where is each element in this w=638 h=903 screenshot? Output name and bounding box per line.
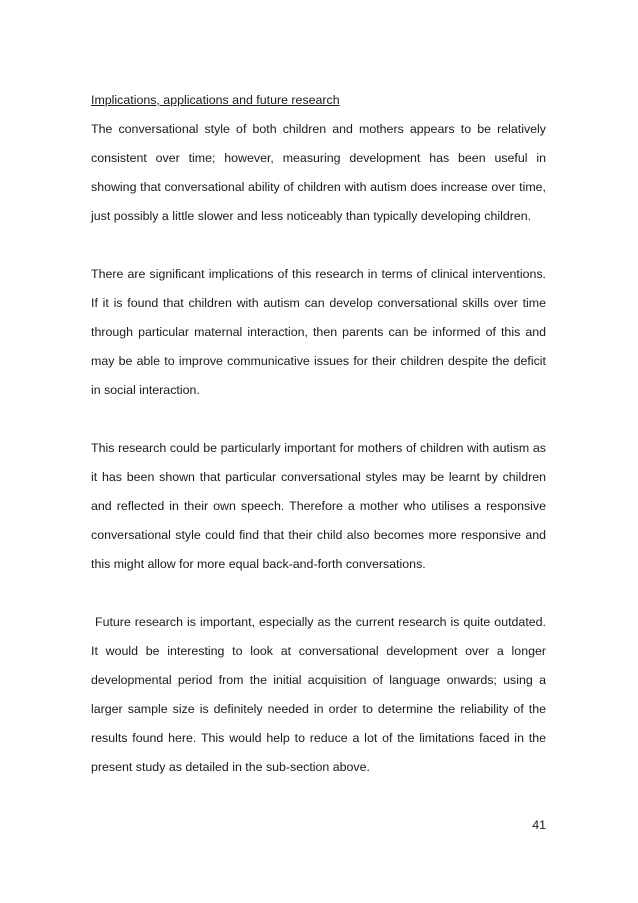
paragraph-4: Future research is important, especially as the current research is quite outdated. It would be interesting to look at conversational development over a longer developmental period from the initial acquisition of language onwards; using a larger sample size is definitely needed in order to determine the reliability of the results found here. This would help to reduce a lot of the limitations faced in the present study as detailed in the sub-section above. xyxy=(91,615,546,774)
section-heading: Implications, applications and future research xyxy=(91,93,340,107)
paragraph-1: The conversational style of both children and mothers appears to be relatively consistent over time; however, measuring development has been useful in showing that conversational ability of children with autism does increase over time, just possibly a little slower and less noticeably than typically developing children. xyxy=(91,122,546,223)
paragraph-2: There are significant implications of this research in terms of clinical interventions. If it is found that children with autism can develop conversational skills over time through particular maternal interaction, then parents can be informed of this and may be able to improve communicative issues for their children despite the deficit in social interaction. xyxy=(91,267,546,397)
paragraph-3: This research could be particularly important for mothers of children with autism as it has been shown that particular conversational styles may be learnt by children and reflected in their own speech. Therefore a mother who utilises a responsive conversational style could find that their child also becomes more responsive and this might allow for more equal back-and-forth conversations. xyxy=(91,441,546,571)
page-number: 41 xyxy=(532,818,546,832)
document-body xyxy=(91,86,546,811)
